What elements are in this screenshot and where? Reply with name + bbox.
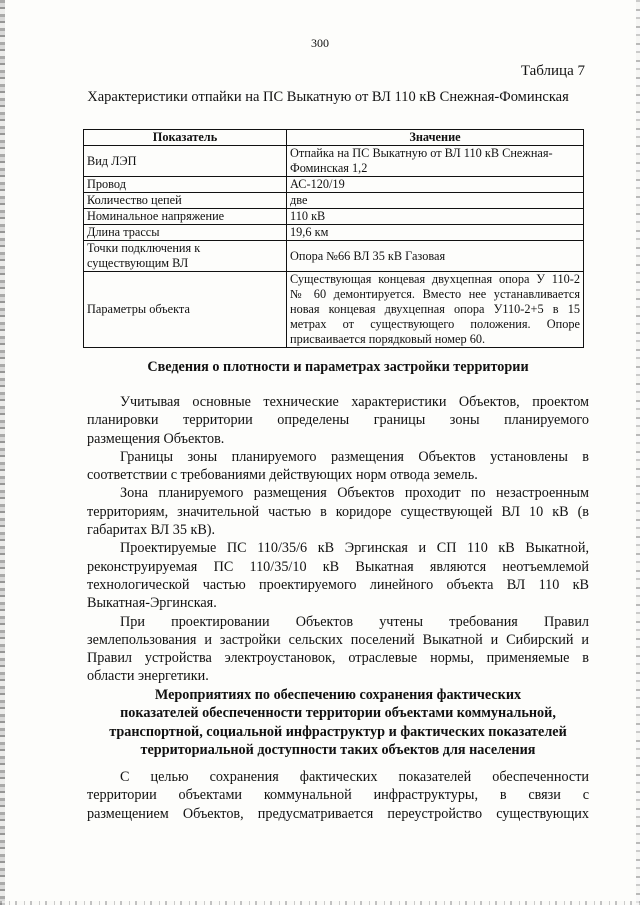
paragraph-line: планировки территории определены границы зоны планируемого: [87, 412, 589, 429]
label-line: Точки подключения к: [87, 241, 201, 255]
row-label: Количество цепей: [84, 193, 287, 209]
value-line: № 60 демонтируется. Вместо нее устанавливается: [290, 287, 580, 301]
value-line: Фоминская 1,2: [290, 161, 368, 175]
row-value: 110 кВ: [287, 209, 584, 225]
heading-line: территориальной доступности таких объектов для населения: [140, 741, 536, 758]
paragraph-line: Зона планируемого размещения Объектов проходит по незастроенным: [120, 485, 589, 502]
value-line: Существующая концевая двухцепная опора У 110-2: [290, 272, 580, 286]
row-value: Опора №66 ВЛ 35 кВ Газовая: [287, 241, 584, 272]
table-label: Таблица 7: [520, 63, 585, 79]
paragraph-line: реконструируемая ПС 110/35/10 кВ Выкатная являются неотъемлемой: [87, 558, 589, 575]
row-label: [84, 241, 287, 272]
parameters-table: [83, 129, 584, 348]
row-value: [287, 146, 584, 177]
value-line: новая концевая двухцепная опора У110-2+5 в 15: [290, 302, 580, 316]
paragraph-line: территории объектами коммунальной инфраструктуры, в связи с: [87, 787, 589, 804]
row-label: Номинальное напряжение: [84, 209, 287, 225]
paragraph-line: Учитывая основные технические характеристики Объектов, проектом: [120, 394, 589, 410]
row-value: две: [287, 193, 584, 209]
paragraph-line: С целью сохранения фактических показателей обеспеченности: [120, 769, 589, 785]
paragraph-line: Границы зоны планируемого размещения Объектов установлены в: [120, 448, 589, 465]
paragraph-line: области энергетики.: [87, 668, 209, 685]
paragraph-line: габаритах ВЛ 35 кВ).: [87, 522, 216, 539]
page-number: 300: [311, 36, 329, 50]
scan-edge-bottom: [0, 901, 640, 905]
section1-body: [87, 393, 589, 686]
paragraph-line: При проектировании Объектов учтены требования Правил: [120, 613, 589, 630]
row-label: Длина трассы: [84, 225, 287, 241]
paragraph-line: технологической частью проектируемого линейного объекта ВЛ 110 кВ: [87, 576, 589, 593]
row-value: АС-120/19: [287, 177, 584, 193]
table-row: [84, 241, 584, 272]
value-line: присваивается порядковый номер 60.: [290, 332, 486, 346]
heading-line: Мероприятиях по обеспечению сохранения фактических: [154, 687, 522, 703]
value-line: метрах от существующего положения. Опоре: [290, 317, 580, 331]
header-indicator: Показатель: [84, 130, 287, 146]
heading-line: транспортной, социальной инфраструктур и фактических показателей: [109, 723, 567, 740]
header-value: Значение: [287, 130, 584, 146]
paragraph-line: землепользования и застройки сельских поселений Выкатной и Сибирский и: [87, 631, 589, 648]
table-row: [84, 146, 584, 177]
table-row: [84, 225, 584, 241]
table-caption: Характеристики отпайки на ПС Выкатную от ВЛ 110 кВ Снежная-Фоминская: [87, 89, 569, 105]
heading-line: показателей обеспеченности территории объектами коммунальной,: [120, 705, 556, 722]
paragraph-line: территориям, значительной частью в коридоре существующей ВЛ 10 кВ (в: [87, 503, 589, 520]
paragraph-line: размещения Объектов.: [87, 430, 225, 447]
label-line: существующим ВЛ: [87, 256, 189, 270]
section2-heading: [87, 686, 589, 759]
table-header-row: [84, 130, 584, 146]
paragraph-line: размещением Объектов, предусматривается переустройство существующих: [87, 805, 589, 822]
table-row: [84, 193, 584, 209]
section2-body: [87, 768, 589, 823]
paragraph-line: Проектируемые ПС 110/35/6 кВ Эргинская и СП 110 кВ Выкатной,: [120, 540, 589, 557]
paragraph-line: соответствии с требованиями действующих норм отвода земель.: [87, 467, 478, 484]
row-label: Вид ЛЭП: [84, 146, 287, 177]
paragraph-line: Правил устройства электроустановок, отраслевые нормы, применяемые в: [87, 650, 589, 667]
row-value: [287, 272, 584, 348]
table-row: [84, 209, 584, 225]
row-value: 19,6 км: [287, 225, 584, 241]
table-row: [84, 177, 584, 193]
section-heading: Сведения о плотности и параметрах застройки территории: [147, 359, 529, 375]
row-label: Параметры объекта: [84, 272, 287, 348]
table-row: [84, 272, 584, 348]
scan-edge-left: [0, 0, 5, 905]
scan-edge-right: [636, 0, 640, 905]
row-label: Провод: [84, 177, 287, 193]
value-line: Отпайка на ПС Выкатную от ВЛ 110 кВ Снежная-: [290, 146, 553, 160]
paragraph-line: Выкатная-Эргинская.: [87, 595, 217, 612]
